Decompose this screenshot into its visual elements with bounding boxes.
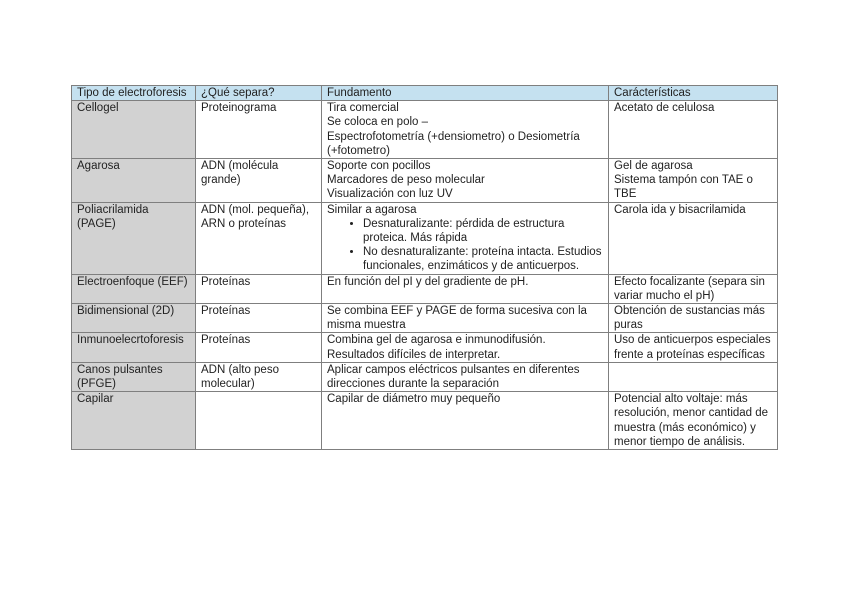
electroforesis-table — [71, 85, 778, 450]
cell-caracteristicas: Efecto focalizante (separa sin variar mucho el pH) — [609, 274, 778, 303]
cell-separa: Proteinograma — [196, 101, 322, 159]
cell-tipo: Bidimensional (2D) — [72, 304, 196, 333]
cell-separa — [196, 392, 322, 450]
cell-caracteristicas: Carola ida y bisacrilamida — [609, 202, 778, 274]
cell-fundamento: Se combina EEF y PAGE de forma sucesiva con la misma muestra — [322, 304, 609, 333]
cell-tipo: Inmunoelecrtoforesis — [72, 333, 196, 362]
table-row — [72, 274, 778, 303]
cell-separa: ADN (mol. pequeña), ARN o proteínas — [196, 202, 322, 274]
cell-fundamento: Capilar de diámetro muy pequeño — [322, 392, 609, 450]
cell-tipo: Canos pulsantes (PFGE) — [72, 362, 196, 391]
header-tipo: Tipo de electroforesis — [72, 86, 196, 101]
cell-tipo: Capilar — [72, 392, 196, 450]
cell-tipo: Cellogel — [72, 101, 196, 159]
cell-tipo: Agarosa — [72, 159, 196, 203]
header-caracteristicas: Carácterísticas — [609, 86, 778, 101]
table-row — [72, 304, 778, 333]
cell-caracteristicas: Obtención de sustancias más puras — [609, 304, 778, 333]
table-row — [72, 101, 778, 159]
fundamento-bullet-list — [327, 217, 603, 274]
cell-tipo: Electroenfoque (EEF) — [72, 274, 196, 303]
table-header-row — [72, 86, 778, 101]
cell-caracteristicas: Gel de agarosa Sistema tampón con TAE o TBE — [609, 159, 778, 203]
cell-caracteristicas: Uso de anticuerpos especiales frente a proteínas específicas — [609, 333, 778, 362]
cell-separa: ADN (molécula grande) — [196, 159, 322, 203]
cell-separa: Proteínas — [196, 274, 322, 303]
table-row — [72, 159, 778, 203]
bullet-item: • No desnaturalizante: proteína intacta. Estudios funcionales, enzimáticos y de anticuerpos. — [363, 245, 603, 273]
table-row — [72, 202, 778, 274]
cell-separa: Proteínas — [196, 333, 322, 362]
cell-fundamento — [322, 202, 609, 274]
header-separa: ¿Qué separa? — [196, 86, 322, 101]
header-fundamento: Fundamento — [322, 86, 609, 101]
fundamento-intro: Similar a agarosa — [327, 203, 417, 216]
cell-fundamento: En función del pI y del gradiente de pH. — [322, 274, 609, 303]
table-row — [72, 362, 778, 391]
table-row — [72, 392, 778, 450]
cell-fundamento: Tira comercial Se coloca en polo – Espectrofotometría (+densiometro) o Desiometría (+fotometro) — [322, 101, 609, 159]
cell-separa: Proteínas — [196, 304, 322, 333]
cell-fundamento: Combina gel de agarosa e inmunodifusión. Resultados difíciles de interpretar. — [322, 333, 609, 362]
cell-tipo: Poliacrilamida (PAGE) — [72, 202, 196, 274]
cell-caracteristicas: Acetato de celulosa — [609, 101, 778, 159]
cell-caracteristicas — [609, 362, 778, 391]
cell-caracteristicas: Potencial alto voltaje: más resolución, menor cantidad de muestra (más económico) y menor tiempo de análisis. — [609, 392, 778, 450]
bullet-item: • Desnaturalizante: pérdida de estructura proteica. Más rápida — [363, 217, 603, 245]
table-row — [72, 333, 778, 362]
cell-fundamento: Aplicar campos eléctricos pulsantes en diferentes direcciones durante la separación — [322, 362, 609, 391]
cell-fundamento: Soporte con pocillos Marcadores de peso molecular Visualización con luz UV — [322, 159, 609, 203]
cell-separa: ADN (alto peso molecular) — [196, 362, 322, 391]
